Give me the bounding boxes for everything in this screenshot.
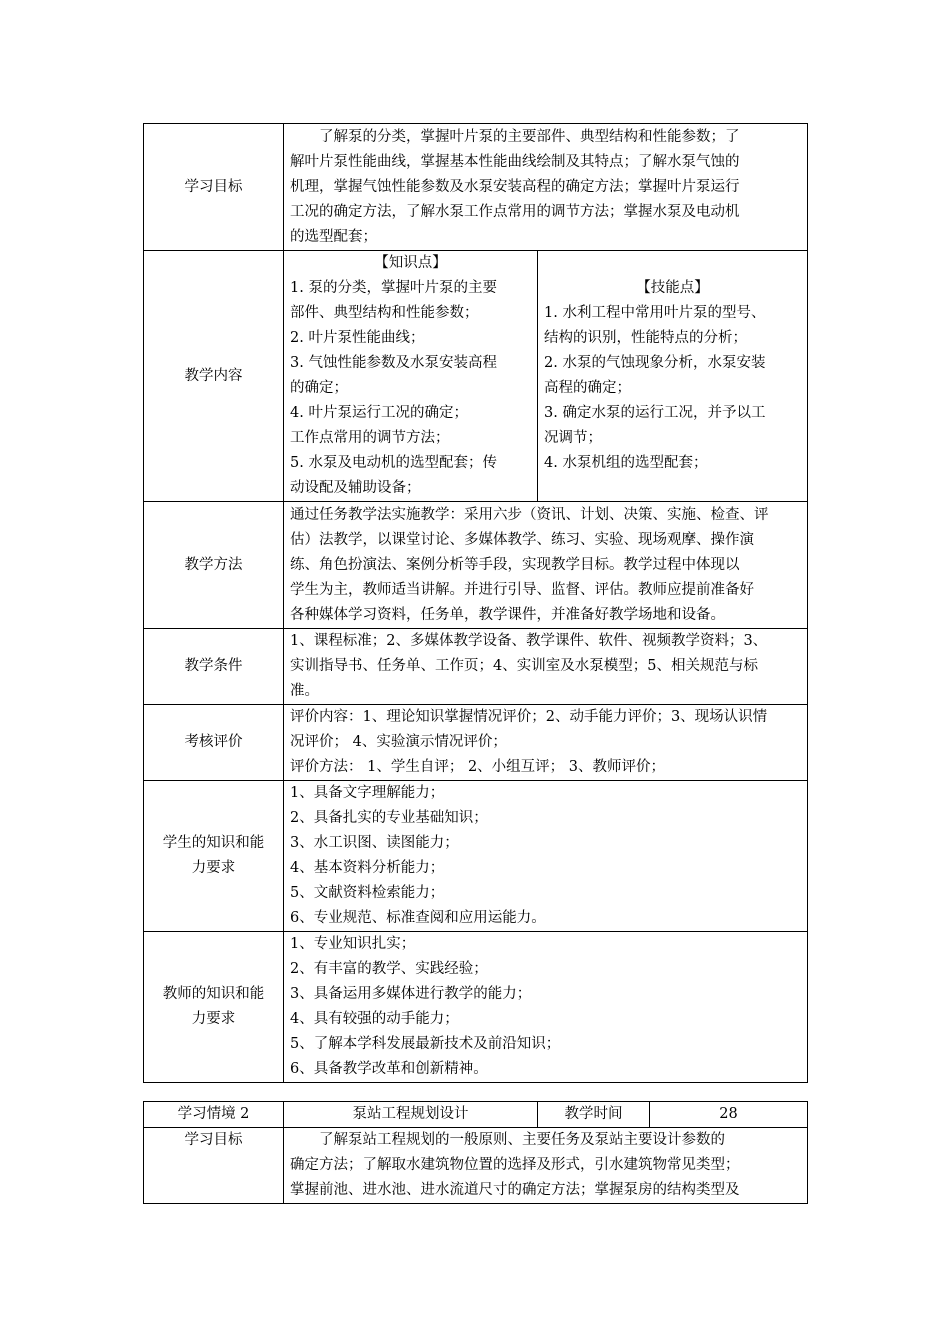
text-line: 1、课程标准；2、多媒体教学设备、教学课件、软件、视频教学资料；3、 — [290, 633, 768, 649]
text-line: 1、具备文字理解能力； — [290, 785, 445, 801]
row-learning-goal — [144, 124, 808, 251]
text-line: 4、基本资料分析能力； — [290, 860, 445, 876]
text-line: 6、具备教学改革和创新精神。 — [290, 1061, 488, 1077]
text-line: 掌握前池、进水池、进水流道尺寸的确定方法；掌握泵房的结构类型及 — [290, 1182, 740, 1198]
text-line: 动设配及辅助设备； — [290, 480, 421, 496]
situation-title: 泵站工程规划设计 — [284, 1102, 538, 1128]
row-teaching-content — [144, 251, 808, 502]
assessment-text — [284, 705, 808, 781]
text-line: 1. 泵的分类，掌握叶片泵的主要 — [290, 280, 497, 296]
label-assessment: 考核评价 — [144, 705, 284, 781]
text-line: 部件、典型结构和性能参数； — [290, 305, 479, 321]
text-line: 解叶片泵性能曲线，掌握基本性能曲线绘制及其特点；了解水泵气蚀的 — [290, 153, 740, 170]
label-learning-goal: 学习目标 — [144, 124, 284, 251]
teaching-conditions-text — [284, 629, 808, 705]
text-line: 1. 水利工程中常用叶片泵的型号、 — [544, 305, 766, 321]
knowledge-title: 【知识点】 — [374, 255, 447, 271]
text-line: 4. 叶片泵运行工况的确定； — [290, 405, 468, 421]
text-line: 评价内容：1、理论知识掌握情况评价；2、动手能力评价；3、现场认识情 — [290, 709, 768, 725]
row-teaching-method — [144, 502, 808, 629]
text-line: 5. 水泵及电动机的选型配套；传 — [290, 455, 497, 471]
course-table-2 — [143, 1101, 808, 1204]
row-student-requirements — [144, 781, 808, 932]
teaching-time-value: 28 — [650, 1102, 808, 1128]
text-line: 工作点常用的调节方法； — [290, 430, 450, 446]
text-line: 了解泵站工程规划的一般原则、主要任务及泵站主要设计参数的 — [319, 1132, 725, 1148]
learning-goal-text — [284, 124, 808, 251]
learning-goal-2-text — [284, 1128, 808, 1204]
situation-header-row — [144, 1102, 808, 1128]
teaching-method-text — [284, 502, 808, 629]
text-line: 学生为主，教师适当讲解。并进行引导、监督、评估。教师应提前准备好 — [290, 581, 754, 598]
text-line: 5、文献资料检索能力； — [290, 885, 445, 901]
situation-number: 学习情境 2 — [144, 1102, 284, 1128]
text-line: 的确定； — [290, 380, 348, 396]
text-line: 况评价； 4、实验演示情况评价； — [290, 734, 507, 750]
knowledge-points — [284, 251, 538, 502]
text-line: 3. 确定水泵的运行工况，并予以工 — [544, 405, 766, 421]
text-line: 2、具备扎实的专业基础知识； — [290, 810, 488, 826]
text-line: 况调节； — [544, 430, 602, 446]
row-learning-goal-2 — [144, 1128, 808, 1204]
text-line: 结构的识别，性能特点的分析； — [544, 330, 747, 346]
text-line: 2. 叶片泵性能曲线； — [290, 330, 425, 346]
label-learning-goal-2: 学习目标 — [144, 1128, 284, 1204]
course-table-1 — [143, 123, 808, 1083]
text-line: 机理，掌握气蚀性能参数及水泵安装高程的确定方法；掌握叶片泵运行 — [290, 178, 740, 195]
label-teaching-conditions: 教学条件 — [144, 629, 284, 705]
label-teaching-method: 教学方法 — [144, 502, 284, 629]
text-line: 工况的确定方法，了解水泵工作点常用的调节方法；掌握水泵及电动机 — [290, 203, 740, 220]
row-assessment — [144, 705, 808, 781]
label-line: 力要求 — [191, 1011, 236, 1027]
text-line: 3、具备运用多媒体进行教学的能力； — [290, 986, 532, 1002]
teacher-requirements-text — [284, 932, 808, 1083]
text-line: 4. 水泵机组的选型配套； — [544, 455, 708, 471]
row-teacher-requirements — [144, 932, 808, 1083]
text-line: 6、专业规范、标准查阅和应用运能力。 — [290, 910, 546, 926]
label-line: 教师的知识和能 — [162, 986, 265, 1002]
text-line: 评价方法： 1、学生自评； 2、小组互评； 3、教师评价； — [290, 759, 666, 775]
text-line: 准。 — [290, 683, 319, 699]
label-teaching-content: 教学内容 — [144, 251, 284, 502]
skill-points — [538, 251, 808, 502]
text-line: 2. 水泵的气蚀现象分析，水泵安装 — [544, 355, 766, 371]
text-line: 练、角色扮演法、案例分析等手段，实现教学目标。教学过程中体现以 — [290, 556, 740, 573]
text-line: 5、了解本学科发展最新技术及前沿知识； — [290, 1036, 561, 1052]
row-teaching-conditions — [144, 629, 808, 705]
text-line: 通过任务教学法实施教学：采用六步（资讯、计划、决策、实施、检查、评 — [290, 506, 769, 523]
label-student-requirements — [144, 781, 284, 932]
text-line: 2、有丰富的教学、实践经验； — [290, 961, 488, 977]
text-line: 3、水工识图、读图能力； — [290, 835, 459, 851]
label-line: 力要求 — [191, 860, 236, 876]
teaching-time-label: 教学时间 — [538, 1102, 650, 1128]
text-line: 1、专业知识扎实； — [290, 936, 416, 952]
text-line: 高程的确定； — [544, 380, 631, 396]
label-teacher-requirements — [144, 932, 284, 1083]
label-line: 学生的知识和能 — [162, 835, 265, 851]
text-line: 实训指导书、任务单、工作页；4、实训室及水泵模型；5、相关规范与标 — [290, 658, 758, 674]
text-line: 4、具有较强的动手能力； — [290, 1011, 459, 1027]
skill-title: 【技能点】 — [636, 280, 709, 296]
text-line: 3. 气蚀性能参数及水泵安装高程 — [290, 355, 497, 371]
text-line: 估）法教学，以课堂讨论、多媒体教学、练习、实验、现场观摩、操作演 — [290, 531, 754, 548]
student-requirements-text — [284, 781, 808, 932]
text-line: 的选型配套； — [290, 228, 377, 245]
text-line: 各种媒体学习资料，任务单，教学课件，并准备好教学场地和设备。 — [290, 606, 725, 623]
text-line: 确定方法；了解取水建筑物位置的选择及形式，引水建筑物常见类型； — [290, 1157, 740, 1173]
text-line: 了解泵的分类，掌握叶片泵的主要部件、典型结构和性能参数；了 — [319, 128, 740, 145]
